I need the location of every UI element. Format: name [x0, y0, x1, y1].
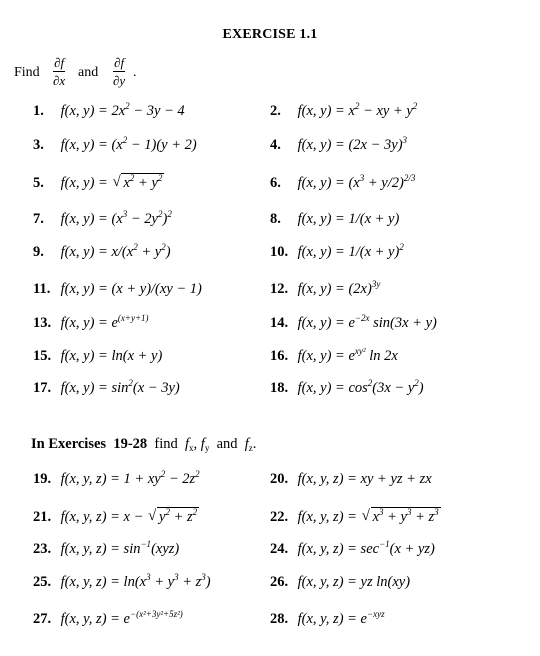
exercise-formula: f(x, $y) = x/(x^2 + y^2)$	[60, 242, 171, 260]
exercise-number: 14.	[270, 315, 289, 331]
exercise-formula: f(x, $y) = 2x^2 - 3y - 4$	[60, 101, 185, 119]
exercise-number: 15.	[33, 348, 52, 364]
exercise-number: 22.	[270, 509, 289, 525]
exercise-22	[270, 507, 441, 525]
exercise-number: 1.	[33, 103, 44, 119]
exercise-number: 9.	[33, 244, 44, 260]
exercise-formula: f(x, y) = (x + y)/(xy − 1)	[60, 281, 202, 297]
exercise-24	[270, 539, 435, 557]
exercise-16	[270, 346, 398, 364]
exercise-formula: f(x, $y) = x^2$ − xy + $y^2$	[297, 101, 418, 119]
exercise-number: 21.	[33, 509, 52, 525]
exercise-8	[270, 212, 399, 227]
exercise-number: 3.	[33, 137, 44, 153]
exercise-formula: f(x, $y) = 1/(x + y)^2$	[297, 242, 404, 260]
exercise-number: 16.	[270, 348, 289, 364]
exercise-14	[270, 313, 437, 331]
intro-and: and	[78, 65, 99, 80]
exercise-formula: f(x, $y) = (2x - 3y)^3$	[297, 135, 408, 153]
exercise-11	[33, 282, 202, 297]
exercise-formula: f(x, y) = ln(x + y)	[60, 348, 163, 364]
exercise-formula: f(x, $y) = (x^2 - 1)(y + 2)$	[60, 135, 197, 153]
exercise-5	[33, 173, 164, 191]
exercise-formula: f(x, y, z) = xy + yz + zx	[297, 471, 432, 487]
intro-find: Find	[14, 65, 40, 80]
partial-x-denominator: ∂x	[53, 73, 66, 88]
exercise-formula: f(x, y, $z) = \sec^{-1}(x + yz)$	[297, 539, 435, 557]
exercise-20	[270, 472, 432, 487]
exercise-number: 18.	[270, 380, 289, 396]
exercise-number: 25.	[33, 574, 52, 590]
exercise-number: 2.	[270, 103, 281, 119]
exercise-formula: f(x, y, $z) = 1 + xy^2 - 2z^2$	[60, 469, 200, 487]
exercise-6	[270, 173, 416, 191]
subhead-find: find	[154, 436, 178, 452]
exercise-19	[33, 469, 200, 487]
exercise-number: 28.	[270, 611, 289, 627]
exercise-4	[270, 135, 408, 153]
exercise-formula: f(x, y, $z) = e^{-xyz}$	[297, 609, 385, 627]
exercise-formula: f(x, y, $z) = e^{-(x^2+3y^2+5z^2)}$	[60, 609, 183, 627]
exercise-3	[33, 135, 197, 153]
subhead-fz-sub: z	[248, 443, 253, 453]
partial-x-fraction	[53, 56, 65, 87]
exercise-9	[33, 242, 171, 260]
exercise-number: 12.	[270, 281, 289, 297]
exercise-15	[33, 349, 162, 364]
exercise-number: 11.	[33, 281, 51, 297]
subhead-fz: f	[244, 436, 249, 452]
exercise-1	[33, 101, 185, 119]
subhead-fy: f	[200, 436, 205, 452]
exercise-number: 4.	[270, 137, 281, 153]
exercise-formula: f(x, $y) = (x^3 + y/2)^{2/3}$	[297, 173, 416, 191]
exercise-2	[270, 101, 418, 119]
partial-y-denominator: ∂y	[113, 73, 126, 88]
subhead-fx: f	[185, 436, 190, 452]
exercise-formula: f(x, $y) = e^{xy^2}$ ln 2x	[297, 346, 398, 364]
exercise-17	[33, 378, 180, 396]
exercise-number: 17.	[33, 380, 52, 396]
exercise-formula: f(x, $y) = (2x)^{3y}$	[297, 279, 381, 297]
subhead-period: .	[252, 436, 257, 452]
exercise-number: 5.	[33, 175, 44, 191]
subhead-prefix: In Exercises	[31, 436, 107, 452]
exercise-26	[270, 575, 410, 590]
section-heading: In Exercises 19-28 find $f_x$, $f_y$ and $f_z$.	[31, 436, 257, 453]
exercise-number: 8.	[270, 211, 281, 227]
exercise-number: 27.	[33, 611, 52, 627]
exercise-number: 7.	[33, 211, 44, 227]
exercise-formula: f(x, $y) = e^{(x+y+1)}$	[60, 313, 149, 331]
exercise-number: 24.	[270, 541, 289, 557]
exercise-number: 10.	[270, 244, 289, 260]
exercise-formula: f(x, y) = 1/(x + y)	[297, 211, 400, 227]
exercise-number: 19.	[33, 471, 52, 487]
exercise-28	[270, 609, 385, 627]
partial-x-numerator: ∂f	[54, 55, 65, 70]
exercise-formula: f(x, y, z) = √ $x^3 + y^3 + z^3$	[298, 509, 441, 525]
exercise-13	[33, 313, 149, 331]
partial-y-fraction	[113, 56, 125, 87]
exercise-formula: f(x, y, $z) = \ln(x^3 + y^3 + z^3)$	[60, 572, 211, 590]
exercise-25	[33, 572, 211, 590]
exercise-formula: f(x, $y) = e^{-2x}$ sin(3x + y)	[297, 313, 437, 331]
exercise-formula: f(x, $y) = \cos^2(3x - y^2)$	[297, 378, 424, 396]
page-title: EXERCISE 1.1	[222, 27, 318, 42]
exercise-21	[33, 507, 199, 525]
partial-y-numerator: ∂f	[114, 55, 125, 70]
subhead-and: and	[216, 436, 238, 452]
exercise-12	[270, 279, 381, 297]
exercise-formula: f(x, y, z) = x − √ $y^2 + z^2$	[61, 509, 200, 525]
exercise-10	[270, 242, 404, 260]
exercise-number: 23.	[33, 541, 52, 557]
exercise-formula: f(x, $y) = \sin^2(x - 3y)$	[60, 378, 180, 396]
exercise-number: 6.	[270, 175, 281, 191]
exercise-formula: f(x, y, z) = yz ln(xy)	[297, 574, 411, 590]
intro-period: .	[133, 65, 137, 80]
subhead-fx-sub: x	[189, 443, 194, 453]
exercise-formula: f(x, $y) = (x^3 - 2y^2)^2$	[60, 209, 172, 227]
subhead-range: 19-28	[113, 436, 148, 452]
exercise-formula: f(x, y, $z) = \sin^{-1}(xyz)$	[60, 539, 180, 557]
subhead-fy-sub: y	[204, 443, 210, 453]
exercise-18	[270, 378, 424, 396]
exercise-27	[33, 609, 183, 627]
exercise-number: 13.	[33, 315, 52, 331]
exercise-number: 26.	[270, 574, 289, 590]
exercise-7	[33, 209, 172, 227]
exercise-number: 20.	[270, 471, 289, 487]
exercise-formula: f(x, y) = √ $x^2 + y^2$	[61, 175, 165, 191]
exercise-23	[33, 539, 180, 557]
